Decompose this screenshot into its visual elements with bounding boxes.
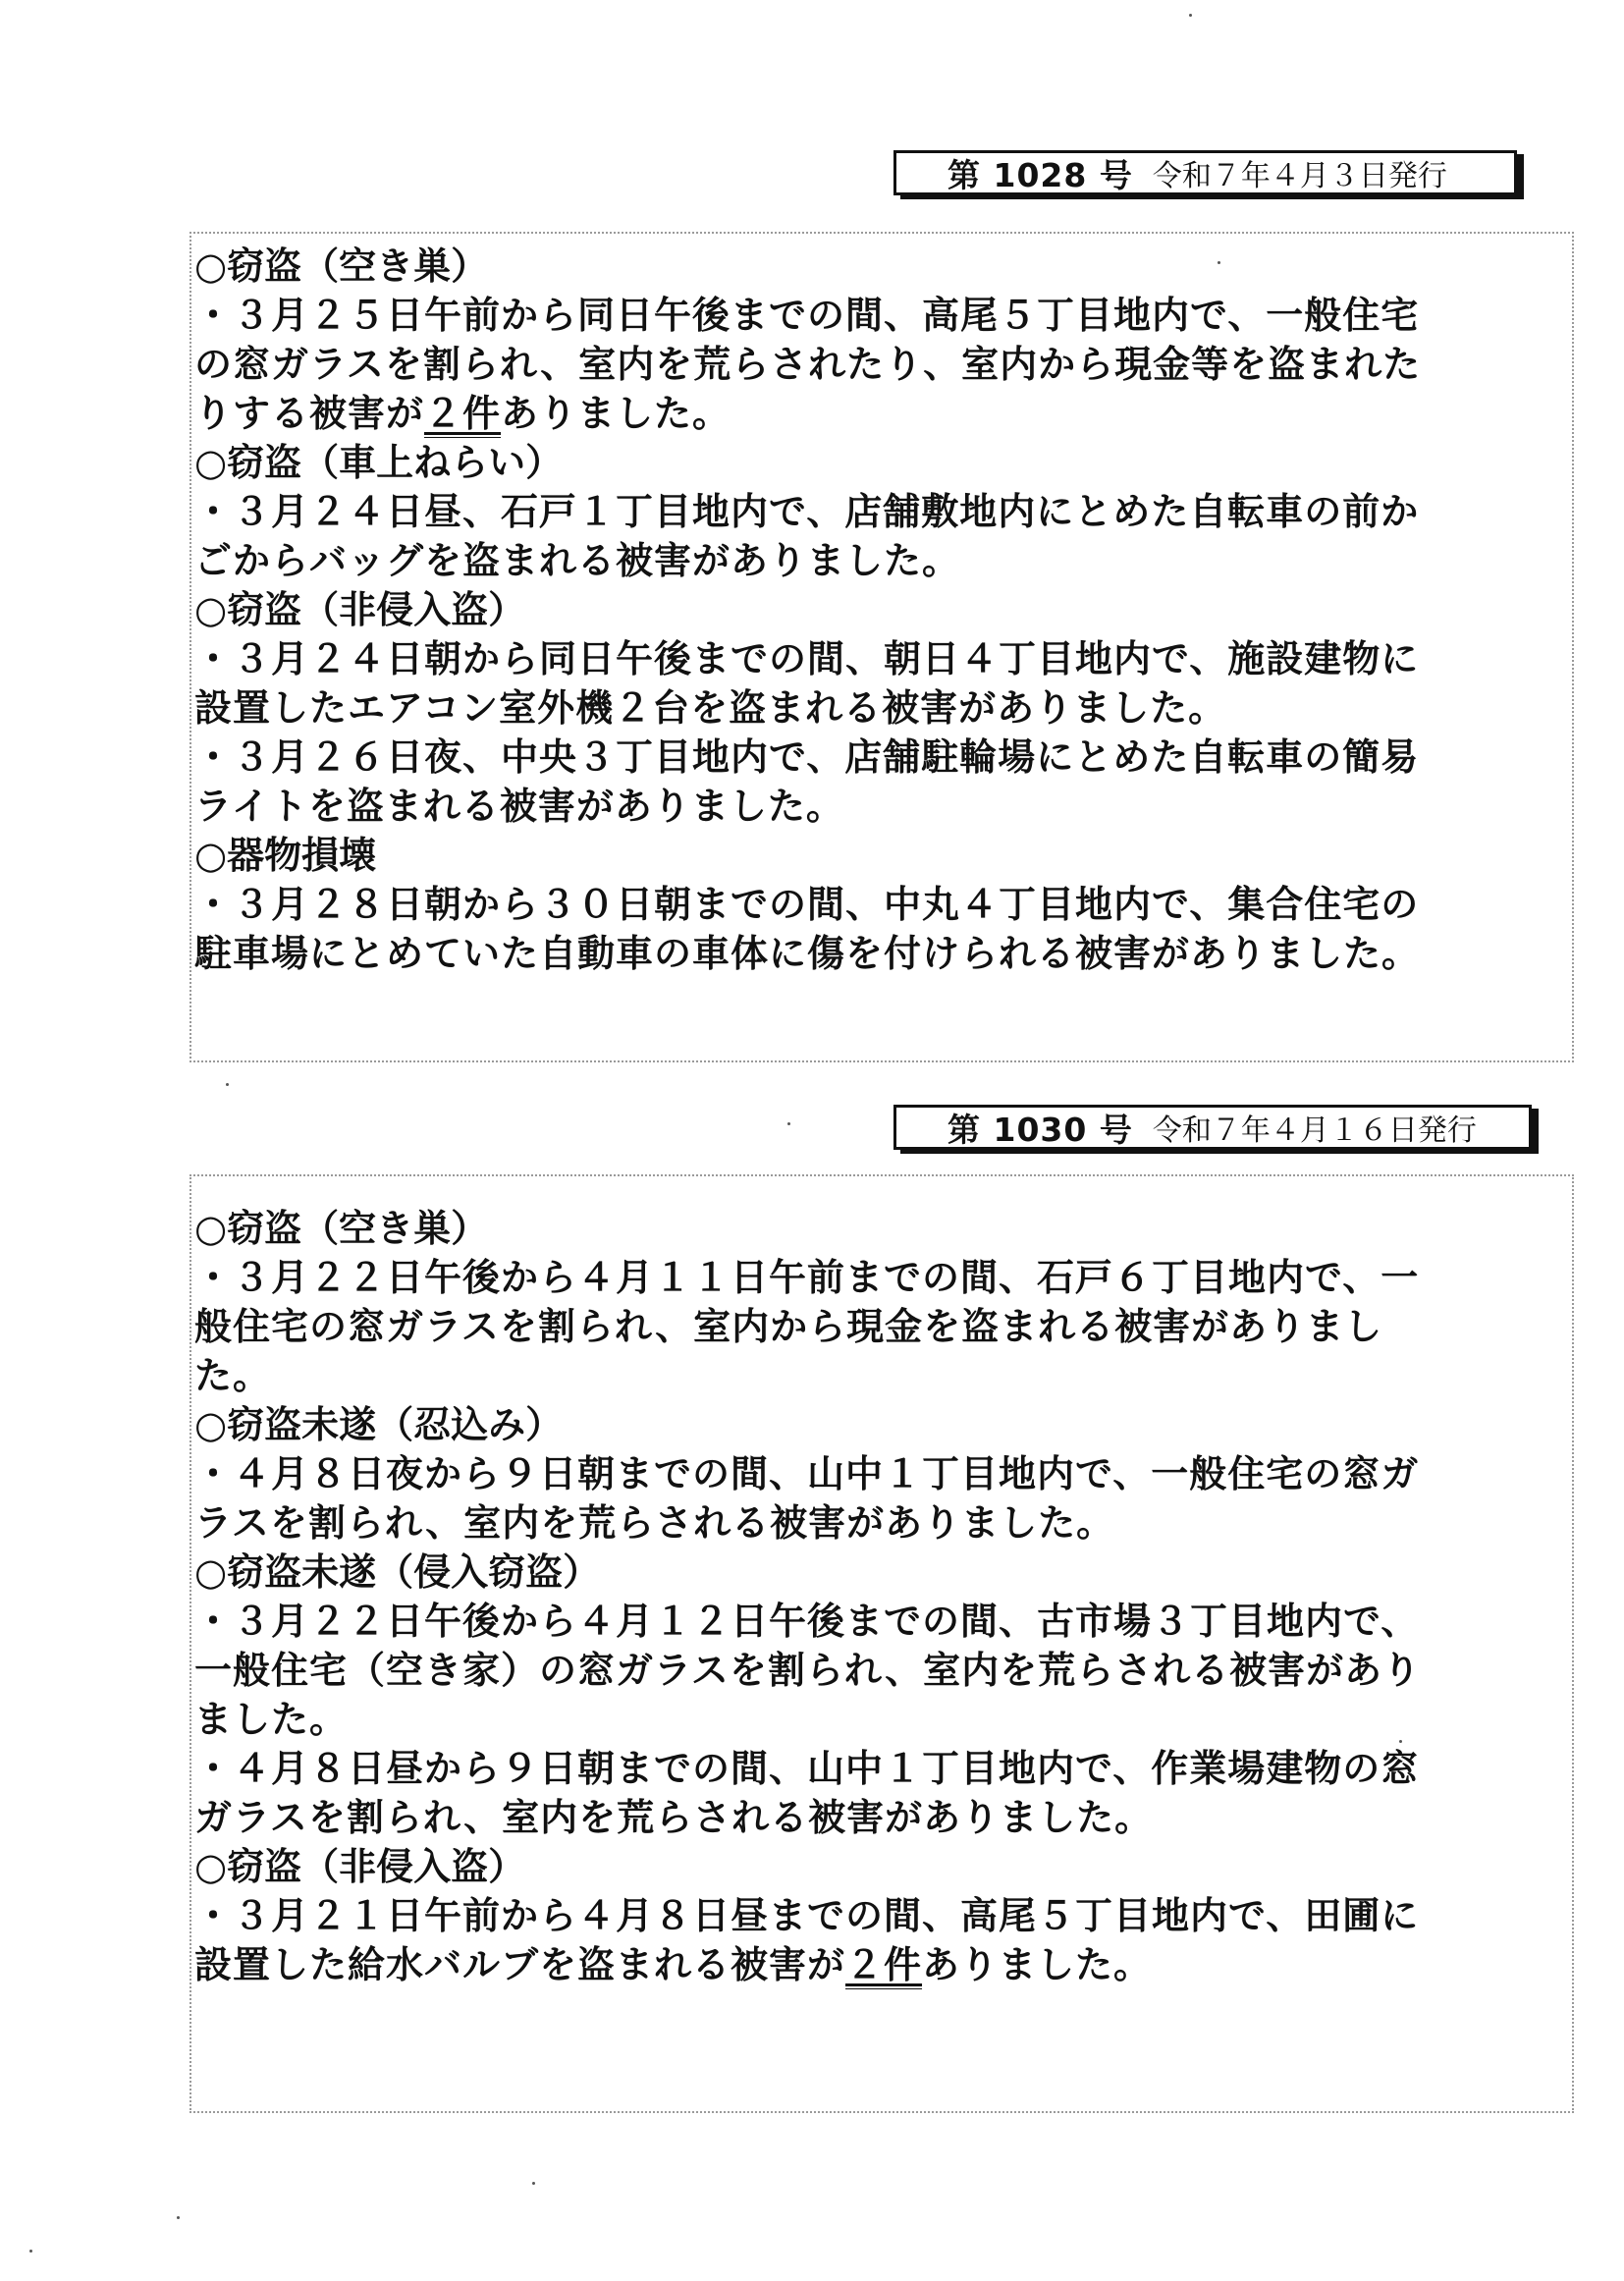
section-heading: ○窃盗（非侵入盗） [194, 1845, 526, 1888]
section-heading: ○窃盗未遂（忍込み） [194, 1403, 564, 1446]
incident-line: ・３月２１日午前から４月８日昼までの間、高尾５丁目地内で、田圃に [194, 1894, 1420, 1937]
incident-line: 一般住宅（空き家）の窓ガラスを割られ、室内を荒らされる被害があり [194, 1649, 1422, 1692]
incident-line: ・３月２２日午後から４月１１日午前までの間、石戸６丁目地内で、一 [194, 1256, 1420, 1299]
issue-date: 令和７年４月３日発行 [1152, 159, 1447, 193]
incident-text: りする被害が [194, 392, 425, 435]
incident-line: ・３月２６日夜、中央３丁目地内で、店舗駐輪場にとめた自転車の簡易 [194, 735, 1420, 779]
incident-count: ２件 [845, 1943, 923, 1986]
issue-1028-label [893, 150, 1517, 195]
scan-speck [1399, 1740, 1402, 1743]
incident-line: ・３月２２日午後から４月１２日午後までの間、古市場３丁目地内で、 [194, 1600, 1420, 1643]
scan-speck [226, 1083, 229, 1086]
incident-text: 設置した給水バルブを盗まれる被害が [194, 1943, 846, 1986]
section-heading: ○窃盗（空き巣） [194, 1207, 489, 1250]
incident-line: 設置したエアコン室外機２台を盗まれる被害がありました。 [194, 686, 1227, 730]
issue-number: 第 1030 号 [947, 1110, 1133, 1149]
incident-count: ２件 [424, 392, 502, 435]
issue-number: 第 1028 号 [947, 155, 1133, 194]
incident-line: ・３月２８日朝から３０日朝までの間、中丸４丁目地内で、集合住宅の [194, 883, 1420, 926]
section-heading: ○窃盗（車上ねらい） [194, 441, 564, 484]
section-heading: ○窃盗（非侵入盗） [194, 588, 526, 631]
incident-text: ありました。 [922, 1943, 1153, 1986]
incident-line: ・４月８日夜から９日朝までの間、山中１丁目地内で、一般住宅の窓ガ [194, 1452, 1420, 1495]
incident-line: ライトを盗まれる被害がありました。 [194, 785, 844, 828]
bulletin-content [194, 242, 1564, 978]
scan-speck [1218, 261, 1220, 264]
scan-speck [787, 1122, 790, 1125]
incident-line: ・３月２５日午前から同日午後までの間、高尾５丁目地内で、一般住宅 [194, 294, 1420, 337]
incident-text: ありました。 [501, 392, 731, 435]
incident-line [194, 1940, 1564, 1989]
incident-line: の窓ガラスを割られ、室内を荒らされたり、室内から現金等を盗まれた [194, 343, 1422, 386]
incident-line: ・４月８日昼から９日朝までの間、山中１丁目地内で、作業場建物の窓 [194, 1747, 1420, 1790]
incident-line: ・３月２４日朝から同日午後までの間、朝日４丁目地内で、施設建物に [194, 637, 1420, 680]
incident-line: ました。 [194, 1698, 349, 1741]
issue-1028-bulletin [189, 232, 1574, 1062]
section-heading: ○器物損壊 [194, 834, 377, 877]
incident-line [194, 389, 1564, 438]
scan-speck [177, 2216, 180, 2219]
section-heading: ○窃盗未遂（侵入窃盗） [194, 1550, 601, 1594]
issue-date: 令和７年４月１６日発行 [1152, 1113, 1477, 1148]
section-heading: ○窃盗（空き巣） [194, 244, 489, 288]
scan-speck [29, 2250, 32, 2253]
scan-speck [1189, 14, 1192, 17]
incident-line: ・３月２４日昼、石戸１丁目地内で、店舗敷地内にとめた自転車の前か [194, 490, 1420, 533]
incident-line: 般住宅の窓ガラスを割られ、室内から現金を盗まれる被害がありまし [194, 1305, 1383, 1348]
incident-line: ガラスを割られ、室内を荒らされる被害がありました。 [194, 1796, 1154, 1839]
incident-line: ごからバッグを盗まれる被害がありました。 [194, 539, 961, 582]
incident-line: た。 [194, 1354, 272, 1397]
bulletin-content [194, 1204, 1564, 1989]
issue-1030-label [893, 1105, 1532, 1150]
incident-line: 駐車場にとめていた自動車の車体に傷を付けられる被害がありました。 [194, 932, 1421, 975]
incident-line: ラスを割られ、室内を荒らされる被害がありました。 [194, 1501, 1115, 1545]
issue-1030-bulletin [189, 1174, 1574, 2113]
scan-speck [532, 2182, 535, 2185]
